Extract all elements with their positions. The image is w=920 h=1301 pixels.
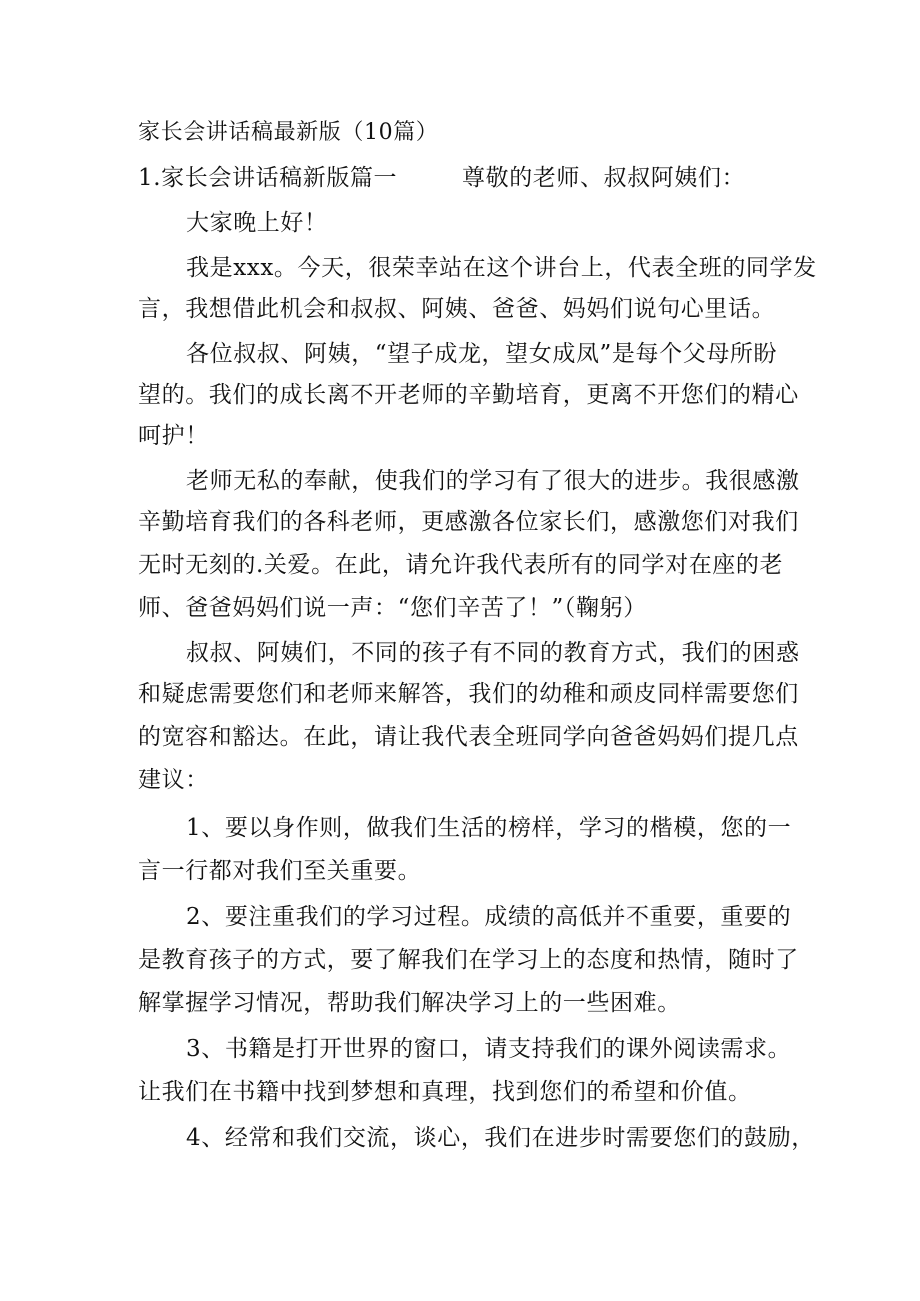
salutation: 尊敬的老师、叔叔阿姨们： bbox=[462, 165, 746, 191]
paragraph-line: 4、经常和我们交流，谈心，我们在进步时需要您们的鼓励， bbox=[186, 1125, 815, 1151]
paragraph-line: 是教育孩子的方式，要了解我们在学习上的态度和热情，随时了 bbox=[138, 947, 799, 973]
paragraph-line: 辛勤培育我们的各科老师，更感激各位家长们，感激您们对我们 bbox=[138, 509, 799, 535]
paragraph-line: 言，我想借此机会和叔叔、阿姨、爸爸、妈妈们说句心里话。 bbox=[138, 296, 776, 322]
paragraph-line: 让我们在书籍中找到梦想和真理，找到您们的希望和价值。 bbox=[138, 1079, 752, 1105]
paragraph-line: 建议： bbox=[138, 767, 209, 793]
paragraph-line: 2、要注重我们的学习过程。成绩的高低并不重要，重要的 bbox=[186, 904, 792, 930]
document-title: 家长会讲话稿最新版（10篇） bbox=[138, 120, 439, 145]
paragraph-line: 1、要以身作则，做我们生活的榜样，学习的楷模，您的一 bbox=[186, 815, 792, 841]
section-heading bbox=[138, 163, 397, 193]
section-heading-text: 1.家长会讲话稿新版篇一 bbox=[138, 165, 398, 191]
paragraph-line: 解掌握学习情况，帮助我们解决学习上的一些困难。 bbox=[138, 990, 681, 1016]
paragraph-line: 望的。我们的成长离不开老师的辛勤培育，更离不开您们的精心 bbox=[138, 382, 799, 408]
paragraph-line: 大家晚上好！ bbox=[186, 210, 328, 236]
paragraph-line: 叔叔、阿姨们，不同的孩子有不同的教育方式，我们的困惑 bbox=[186, 640, 800, 666]
paragraph-line: 老师无私的奉献，使我们的学习有了很大的进步。我很感激 bbox=[186, 468, 800, 494]
paragraph-line: 言一行都对我们至关重要。 bbox=[138, 858, 422, 884]
paragraph-line: 和疑虑需要您们和老师来解答，我们的幼稚和顽皮同样需要您们 bbox=[138, 681, 799, 707]
paragraph-line: 我是xxx。今天，很荣幸站在这个讲台上，代表全班的同学发 bbox=[186, 255, 817, 281]
paragraph-line: 的宽容和豁达。在此，请让我代表全班同学向爸爸妈妈们提几点 bbox=[138, 724, 799, 750]
paragraph-line: 师、爸爸妈妈们说一声：“您们辛苦了！”（鞠躬） bbox=[138, 595, 647, 621]
paragraph-line: 无时无刻的.关爱。在此，请允许我代表所有的同学对在座的老 bbox=[138, 552, 784, 578]
paragraph-line: 3、书籍是打开世界的窗口，请支持我们的课外阅读需求。 bbox=[186, 1036, 792, 1062]
paragraph-line: 各位叔叔、阿姨，“望子成龙，望女成凤”是每个父母所盼 bbox=[186, 341, 778, 367]
paragraph-line: 呵护！ bbox=[138, 423, 209, 449]
